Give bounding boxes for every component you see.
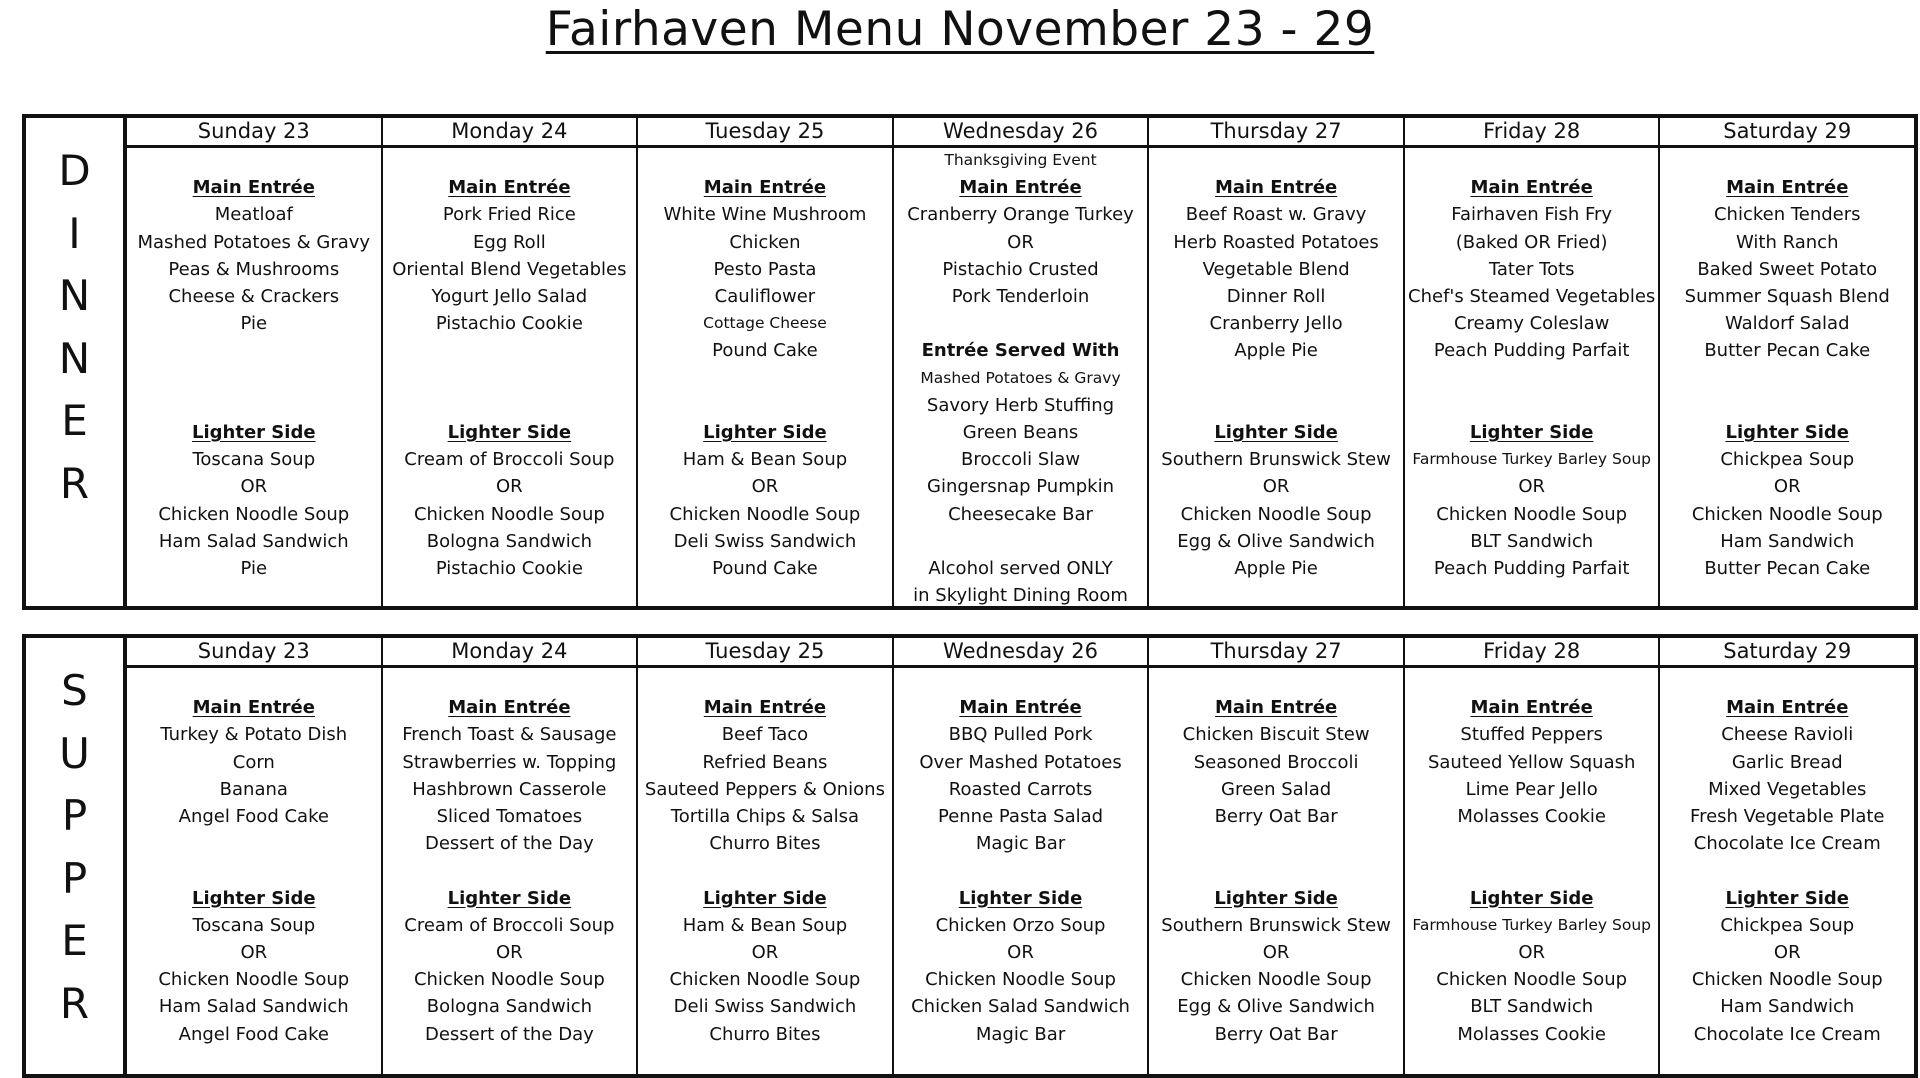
menu-item: Butter Pecan Cake	[1704, 558, 1871, 579]
menu-item: Molasses Cookie	[1457, 1023, 1606, 1045]
menu-item: Churro Bites	[709, 833, 821, 855]
day-header: Monday 24	[383, 118, 639, 145]
menu-item: Chicken Noodle Soup	[1436, 503, 1628, 525]
supper-day-column	[638, 668, 894, 1074]
menu-item: Chicken Biscuit Stew	[1182, 724, 1370, 746]
menu-item: Ham & Bean Soup	[682, 449, 848, 471]
day-header: Friday 28	[1405, 638, 1661, 665]
menu-item: White Wine Mushroom	[663, 204, 867, 226]
menu-item: Cranberry Orange Turkey	[907, 204, 1134, 226]
menu-item: Ham Salad Sandwich	[158, 996, 349, 1018]
menu-item: Chicken Noodle Soup	[413, 503, 605, 525]
menu-item: Chocolate Ice Cream	[1693, 833, 1881, 855]
dinner-label-letter: R	[59, 458, 90, 508]
menu-item: Berry Oat Bar	[1214, 806, 1338, 827]
menu-section-heading: Lighter Side	[1214, 887, 1338, 909]
menu-section-heading: Main Entrée	[703, 697, 827, 719]
menu-section-heading: Lighter Side	[447, 887, 572, 909]
menu-item: Over Mashed Potatoes	[919, 751, 1122, 773]
menu-item: Southern Brunswick Stew	[1161, 449, 1391, 471]
menu-item: Peach Pudding Parfait	[1433, 558, 1630, 579]
menu-item: Cranberry Jello	[1209, 313, 1343, 335]
menu-item: OR	[1518, 476, 1546, 498]
menu-item: OR	[240, 942, 268, 963]
menu-item: Thanksgiving Event	[944, 151, 1097, 169]
menu-section-heading: Lighter Side	[192, 422, 316, 443]
menu-item: OR	[1773, 476, 1801, 498]
menu-item: Hashbrown Casserole	[412, 778, 607, 800]
menu-section-heading: Lighter Side	[703, 887, 827, 909]
menu-item: Mashed Potatoes & Gravy	[920, 368, 1121, 387]
menu-item: BBQ Pulled Pork	[948, 724, 1093, 746]
supper-day-column	[127, 668, 383, 1074]
dinner-day-column	[1405, 148, 1661, 606]
menu-item: Farmhouse Turkey Barley Soup	[1412, 915, 1652, 934]
day-header: Sunday 23	[127, 118, 383, 145]
dinner-label-letter: N	[58, 271, 91, 320]
menu-item: (Baked OR Fried)	[1455, 231, 1608, 253]
menu-section-heading: Main Entrée	[1214, 697, 1338, 719]
menu-item: Penne Pasta Salad	[937, 806, 1104, 827]
day-header: Friday 28	[1405, 118, 1661, 145]
menu-section-heading: Lighter Side	[1469, 887, 1594, 909]
menu-section-heading: Main Entrée	[1470, 697, 1593, 719]
day-header: Tuesday 25	[638, 118, 894, 145]
menu-item: Banana	[219, 778, 288, 800]
menu-item: Pound Cake	[712, 558, 818, 579]
menu-item: Pork Tenderloin	[951, 286, 1090, 307]
menu-item: Chicken Orzo Soup	[935, 914, 1106, 936]
menu-item: Chicken Noodle Soup	[1180, 503, 1372, 525]
menu-item: Angel Food Cake	[178, 1023, 329, 1045]
menu-item: Meatloaf	[214, 204, 293, 226]
day-header: Saturday 29	[1723, 119, 1852, 143]
menu-item: Corn	[232, 751, 275, 773]
dinner-day-column	[1149, 148, 1405, 606]
menu-item: Dessert of the Day	[424, 833, 594, 855]
menu-item: Yogurt Jello Salad	[431, 286, 588, 307]
menu-item: Deli Swiss Sandwich	[673, 530, 857, 552]
menu-item: Cream of Broccoli Soup	[404, 449, 615, 471]
menu-item: Ham Sandwich	[1720, 996, 1855, 1018]
menu-section-heading: Lighter Side	[1725, 887, 1850, 909]
dinner-day-column	[383, 148, 639, 606]
menu-section-heading: Lighter Side	[447, 422, 572, 443]
dinner-label-letter: N	[58, 333, 91, 383]
day-header: Monday 24	[383, 638, 639, 665]
menu-item: Green Salad	[1221, 778, 1332, 800]
day-header: Tuesday 25	[638, 638, 894, 665]
menu-item: OR	[1773, 942, 1801, 963]
menu-item: Cottage Cheese	[703, 314, 827, 333]
menu-item: Alcohol served ONLY	[928, 558, 1113, 579]
supper-day-column	[1660, 668, 1914, 1074]
menu-item: Baked Sweet Potato	[1697, 258, 1878, 280]
menu-item: Chicken	[729, 231, 801, 253]
menu-item: Fairhaven Fish Fry	[1451, 204, 1613, 226]
menu-section-heading: Main Entrée	[192, 697, 315, 719]
menu-item: Cheese Ravioli	[1721, 724, 1854, 746]
menu-item: Summer Squash Blend	[1684, 286, 1890, 307]
menu-item: Chicken Tenders	[1713, 204, 1861, 226]
menu-item: Stuffed Peppers	[1460, 724, 1603, 746]
menu-item: Magic Bar	[975, 1023, 1066, 1045]
menu-section-heading: Main Entrée	[448, 697, 571, 719]
menu-item: Butter Pecan Cake	[1704, 340, 1871, 362]
day-header: Wednesday 26	[894, 118, 1150, 145]
dinner-day-column	[1660, 148, 1914, 606]
menu-item: BLT Sandwich	[1470, 996, 1594, 1018]
menu-item: Roasted Carrots	[948, 778, 1093, 800]
menu-item: BLT Sandwich	[1470, 530, 1594, 552]
menu-item: Southern Brunswick Stew	[1161, 914, 1391, 936]
menu-item: Ham Sandwich	[1720, 530, 1855, 552]
menu-item: Chicken Noodle Soup	[1691, 969, 1883, 991]
menu-item: Sauteed Yellow Squash	[1427, 751, 1636, 773]
menu-item: OR	[240, 476, 268, 498]
menu-item: Mashed Potatoes & Gravy	[137, 231, 371, 253]
menu-item: Peas & Mushrooms	[168, 258, 340, 280]
menu-item: Egg & Olive Sandwich	[1177, 996, 1375, 1018]
menu-section-heading: Lighter Side	[1725, 422, 1850, 443]
menu-item: OR	[496, 476, 523, 498]
menu-item: Berry Oat Bar	[1214, 1023, 1338, 1045]
menu-item: Tortilla Chips & Salsa	[670, 806, 860, 827]
menu-item: Angel Food Cake	[178, 806, 329, 827]
menu-item: Churro Bites	[709, 1023, 821, 1045]
supper-label-letter: R	[59, 978, 90, 1028]
day-header: Thursday 27	[1149, 638, 1405, 665]
menu-item: Chicken Noodle Soup	[669, 969, 861, 991]
dinner-columns	[127, 148, 1914, 606]
menu-item: Molasses Cookie	[1457, 806, 1606, 827]
day-header: Thursday 27	[1149, 118, 1405, 145]
menu-item: Dinner Roll	[1226, 286, 1326, 307]
supper-label-letter: P	[61, 853, 88, 903]
supper-day-header	[127, 638, 1914, 668]
menu-item: Sliced Tomatoes	[436, 806, 583, 827]
supper-side-label	[26, 638, 127, 1074]
supper-label-letter: S	[61, 666, 88, 715]
menu-item: Apple Pie	[1234, 340, 1318, 362]
supper-label-letter: P	[61, 791, 88, 840]
menu-item: Pistachio Cookie	[435, 558, 583, 579]
dinner-day-column	[127, 148, 383, 606]
menu-item: Chicken Noodle Soup	[158, 969, 350, 991]
menu-item: Turkey & Potato Dish	[160, 724, 348, 746]
menu-item: Seasoned Broccoli	[1193, 751, 1359, 773]
menu-item: OR	[1007, 942, 1034, 963]
menu-section-heading: Main Entrée	[192, 177, 315, 199]
menu-item: Refried Beans	[702, 751, 828, 773]
menu-item: Cheesecake Bar	[948, 503, 1093, 525]
menu-item: Tater Tots	[1488, 258, 1575, 280]
dinner-label-letter: I	[68, 208, 81, 258]
menu-section-heading: Main Entrée	[959, 177, 1082, 199]
day-header: Sunday 23	[127, 638, 383, 665]
menu-item: Waldorf Salad	[1725, 313, 1850, 335]
menu-item: Chicken Noodle Soup	[413, 969, 605, 991]
menu-item: Dessert of the Day	[424, 1023, 594, 1045]
menu-item: Green Beans	[962, 422, 1079, 443]
menu-item: Deli Swiss Sandwich	[673, 996, 857, 1018]
menu-section-heading: Main Entrée	[1726, 177, 1849, 199]
menu-section-heading: Main Entrée	[1470, 177, 1593, 199]
menu-item: OR	[496, 942, 523, 963]
day-header: Wednesday 26	[894, 638, 1150, 665]
menu-item: Toscana Soup	[192, 914, 316, 936]
menu-section-heading: Main Entrée	[959, 697, 1082, 719]
menu-item: Magic Bar	[975, 833, 1066, 855]
supper-label-letter: U	[59, 728, 90, 778]
menu-item: OR	[1518, 942, 1546, 963]
menu-item: Pound Cake	[712, 340, 818, 362]
menu-section-heading: Lighter Side	[192, 887, 316, 909]
menu-item: Cream of Broccoli Soup	[404, 914, 615, 936]
menu-item: Broccoli Slaw	[960, 449, 1081, 471]
menu-section-heading: Main Entrée	[1214, 177, 1338, 199]
menu-item: Toscana Soup	[192, 449, 316, 471]
menu-section-heading: Lighter Side	[958, 887, 1083, 909]
dinner-day-column	[894, 148, 1150, 606]
dinner-section	[22, 114, 1918, 610]
day-header: Saturday 29	[1723, 639, 1852, 663]
menu-item: Chicken Noodle Soup	[925, 969, 1116, 991]
menu-item: Chickpea Soup	[1720, 449, 1855, 471]
menu-section-heading: Lighter Side	[1469, 422, 1594, 443]
menu-item: Chicken Noodle Soup	[669, 503, 861, 525]
dinner-day-header	[127, 118, 1914, 148]
menu-item: Chicken Noodle Soup	[158, 503, 350, 525]
menu-item: Gingersnap Pumpkin	[927, 476, 1114, 498]
menu-item: Chocolate Ice Cream	[1693, 1023, 1881, 1045]
menu-item: Lime Pear Jello	[1465, 778, 1598, 800]
dinner-label-letter: E	[61, 396, 88, 445]
menu-item: Pork Fried Rice	[442, 204, 576, 226]
menu-item: OR	[1262, 942, 1290, 963]
menu-item: Chicken Noodle Soup	[1180, 969, 1372, 991]
menu-item: Peach Pudding Parfait	[1433, 340, 1630, 362]
menu-item: Pie	[240, 313, 268, 335]
menu-item: Fresh Vegetable Plate	[1690, 806, 1885, 827]
menu-section-heading: Main Entrée	[703, 177, 827, 199]
menu-item: Ham Salad Sandwich	[158, 530, 349, 552]
menu-item: With Ranch	[1736, 231, 1839, 253]
menu-item: Mixed Vegetables	[1708, 778, 1867, 800]
supper-day-column	[1149, 668, 1405, 1074]
menu-item: Chef's Steamed Vegetables	[1408, 286, 1656, 307]
menu-section-heading: Main Entrée	[1726, 697, 1849, 719]
menu-item: French Toast & Sausage	[402, 724, 617, 746]
menu-item: Farmhouse Turkey Barley Soup	[1412, 450, 1652, 469]
menu-item: Beef Roast w. Gravy	[1185, 204, 1367, 226]
menu-item: Ham & Bean Soup	[682, 914, 848, 936]
menu-item: Sauteed Peppers & Onions	[644, 778, 885, 800]
menu-item: Chickpea Soup	[1720, 914, 1855, 936]
menu-item: Savory Herb Stuffing	[926, 394, 1115, 416]
menu-item: Beef Taco	[721, 724, 809, 746]
menu-item: Chicken Noodle Soup	[1691, 503, 1883, 525]
menu-item: Oriental Blend Vegetables	[392, 258, 627, 280]
menu-item: in Skylight Dining Room	[913, 585, 1128, 607]
menu-item: Pistachio Cookie	[435, 313, 583, 335]
menu-section-heading: Lighter Side	[703, 422, 827, 443]
supper-day-column	[1405, 668, 1661, 1074]
dinner-label-letter: D	[58, 146, 91, 195]
supper-day-column	[894, 668, 1150, 1074]
menu-item: Vegetable Blend	[1202, 258, 1350, 280]
menu-item: Creamy Coleslaw	[1453, 313, 1610, 335]
menu-item: Pistachio Crusted	[942, 258, 1099, 280]
supper-day-column	[383, 668, 639, 1074]
menu-item: Egg Roll	[473, 231, 546, 253]
menu-item: Cheese & Crackers	[168, 286, 340, 307]
menu-item: Herb Roasted Potatoes	[1173, 231, 1379, 253]
menu-item: OR	[751, 942, 779, 963]
menu-item: Strawberries w. Topping	[402, 751, 617, 773]
menu-item: Entrée Served With	[921, 340, 1120, 362]
menu-item: OR	[1007, 231, 1034, 253]
page-title: Fairhaven Menu November 23 - 29	[545, 2, 1375, 57]
menu-item: Apple Pie	[1234, 558, 1318, 579]
menu-item: Pesto Pasta	[713, 258, 817, 280]
menu-item: Garlic Bread	[1731, 751, 1843, 773]
supper-section	[22, 634, 1918, 1078]
menu-section-heading: Lighter Side	[1214, 422, 1338, 443]
dinner-side-label	[26, 118, 127, 606]
menu-item: Egg & Olive Sandwich	[1177, 530, 1375, 552]
menu-item: Bologna Sandwich	[426, 530, 592, 552]
menu-item: Chicken Noodle Soup	[1436, 969, 1628, 991]
menu-item: OR	[751, 476, 779, 498]
menu-item: Cauliflower	[714, 286, 816, 307]
dinner-day-column	[638, 148, 894, 606]
menu-item: OR	[1262, 476, 1290, 498]
menu-item: Chicken Salad Sandwich	[911, 996, 1130, 1018]
menu-item: Bologna Sandwich	[426, 996, 592, 1018]
supper-columns	[127, 668, 1914, 1074]
menu-section-heading: Main Entrée	[448, 177, 571, 199]
menu-item: Pie	[240, 558, 268, 579]
supper-label-letter: E	[61, 916, 88, 965]
